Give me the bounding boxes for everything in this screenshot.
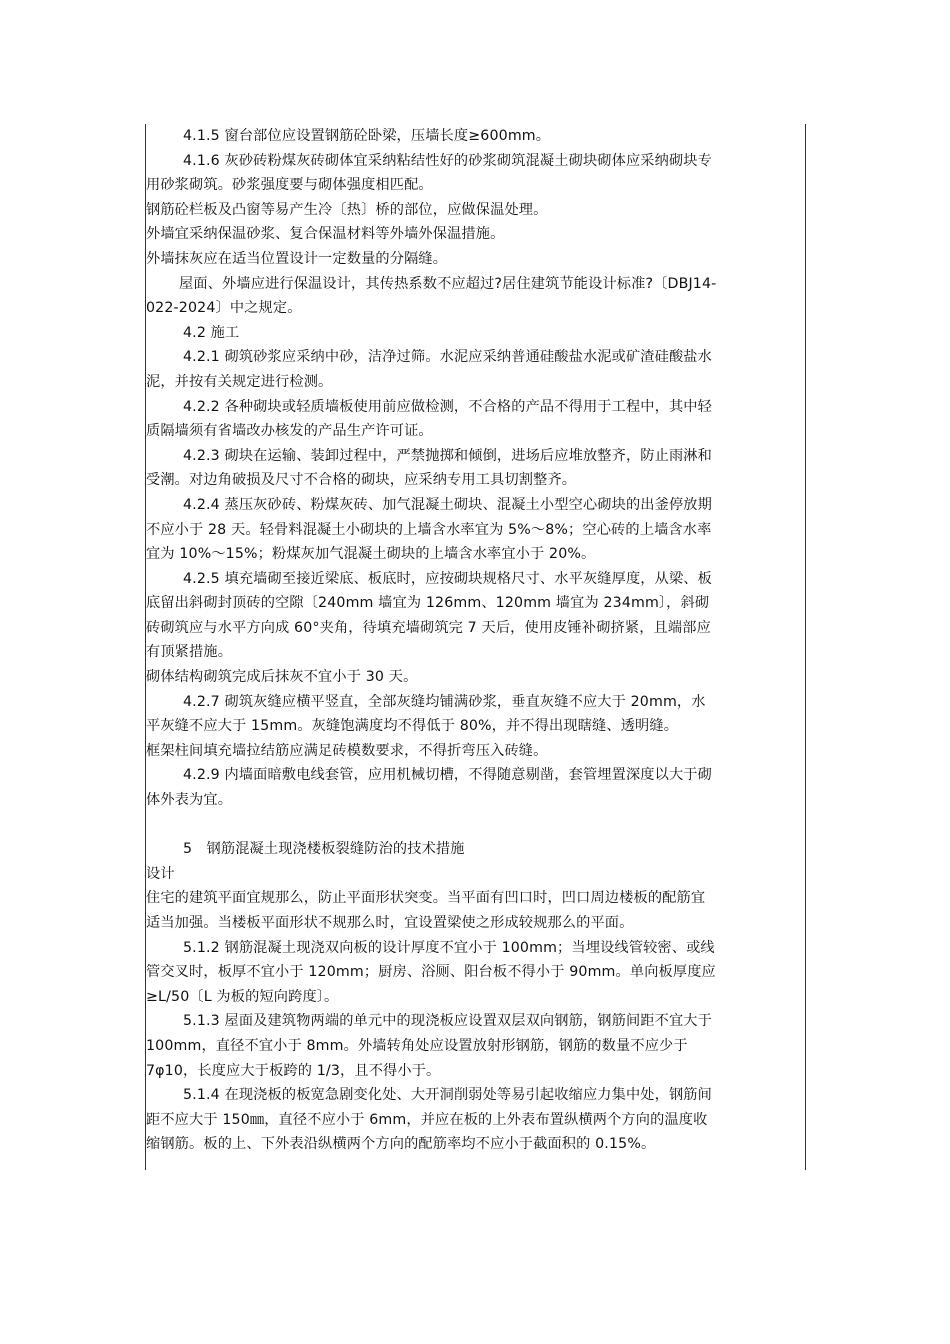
text-line: 5.1.2 钢筋混凝土现浇双向板的设计厚度不宜小于 100mm；当埋设线管较密、或线 (183, 939, 715, 956)
text-line: 7φ10，长度应大于板跨的 1/3，且不得小于。 (146, 1062, 441, 1079)
text-line: 砌体结构砌筑完成后抹灰不宜小于 30 天。 (146, 669, 418, 686)
text-line: 不应小于 28 天。轻骨料混凝土小砌块的上墙含水率宜为 5%～8%；空心砖的上墙含水率 (146, 521, 712, 538)
text-line: 体外表为宜。 (146, 792, 233, 809)
text-line: 屋面、外墙应进行保温设计，其传热系数不应超过?居住建筑节能设计标准?〔DBJ14- (179, 275, 717, 292)
text-line: ≥L/50〔L 为板的短向跨度〕。 (146, 988, 339, 1005)
text-line: 4.2.7 砌筑灰缝应横平竖直，全部灰缝均铺满砂浆，垂直灰缝不应大于 20mm，水 (183, 693, 706, 710)
text-line: 框架柱间填充墙拉结筋应满足砖模数要求，不得折弯压入砖缝。 (146, 742, 548, 759)
text-line: 4.2.3 砌块在运输、装卸过程中，严禁抛掷和倾倒，进场后应堆放整齐，防止雨淋和 (183, 447, 712, 464)
text-line: 适当加强。当楼板平面形状不规那么时，宜设置梁使之形成较规那么的平面。 (146, 915, 634, 931)
text-line: 5.1.3 屋面及建筑物两端的单元中的现浇板应设置双层双向钢筋，钢筋间距不宜大于 (183, 1013, 712, 1030)
text-line: 底留出斜砌封顶砖的空隙〔240mm 墙宜为 126mm、120mm 墙宜为 234mm〕，斜砌 (146, 595, 710, 612)
text-line: 100mm，直径不宜小于 8mm。外墙转角处应设置放射形钢筋，钢筋的数量不应少于 (146, 1037, 688, 1054)
text-line: 4.2.2 各种砌块或轻质墙板使用前应做检测，不合格的产品不得用于工程中，其中轻 (183, 398, 712, 415)
text-line: 外墙宜采纳保温砂浆、复合保温材料等外墙外保温措施。 (146, 226, 505, 243)
text-line: 平灰缝不应大于 15mm。灰缝饱满度均不得低于 80%，并不得出现瞎缝、透明缝。 (146, 718, 679, 735)
text-line: 受潮。对边角破损及尺寸不合格的砌块，应采纳专用工具切割整齐。 (146, 472, 577, 489)
text-line: 住宅的建筑平面宜规那么，防止平面形状突变。当平面有凹口时，凹口周边楼板的配筋宜 (146, 890, 706, 907)
text-line: 022-2024〕中之规定。 (146, 300, 302, 317)
text-line: 外墙抹灰应在适当位置设计一定数量的分隔缝。 (146, 250, 448, 267)
text-line: 4.2.5 填充墙砌至接近梁底、板底时，应按砌块规格尺寸、水平灰缝厚度，从梁、板 (183, 570, 712, 587)
text-line: 4.2.1 砌筑砂浆应采纳中砂，洁净过筛。水泥应采纳普通硅酸盐水泥或矿渣硅酸盐水 (183, 349, 712, 366)
text-line: 5.1.4 在现浇板的板宽急剧变化处、大开洞削弱处等易引起收缩应力集中处，钢筋间 (183, 1087, 712, 1104)
text-line (146, 813, 806, 838)
text-line: 4.1.6 灰砂砖粉煤灰砖砌体宜采纳粘结性好的砂浆砌筑混凝土砌块砌体应采纳砌块专 (183, 152, 712, 169)
text-line: 5 钢筋混凝土现浇楼板裂缝防治的技术措施 (183, 841, 465, 858)
text-line: 钢筋砼栏板及凸窗等易产生冷〔热〕桥的部位，应做保温处理。 (146, 201, 548, 218)
text-line: 质隔墙须有省墙改办核发的产品生产许可证。 (146, 423, 433, 440)
text-line: 设计 (146, 865, 175, 882)
text-line: 砖砌筑应与水平方向成 60°夹角，待填充墙砌筑完 7 天后，使用皮锤补砌挤紧，且端部应 (146, 619, 711, 636)
text-line: 管交叉时，板厚不宜小于 120mm；厨房、浴厕、阳台板不得小于 90mm。单向板厚度应 (146, 964, 716, 981)
text-line: 用砂浆砌筑。砂浆强度要与砌体强度相匹配。 (146, 177, 433, 194)
text-line: 4.1.5 窗台部位应设置钢筋砼卧梁，压墙长度≥600mm。 (183, 128, 551, 144)
text-line: 泥，并按有关规定进行检测。 (146, 373, 333, 390)
text-line: 4.2.9 内墙面暗敷电线套管，应用机械切槽，不得随意剔凿，套管埋置深度以大于砌 (183, 767, 712, 784)
text-line: 有顶紧措施。 (146, 644, 233, 661)
text-line: 缩钢筋。板的上、下外表沿纵横两个方向的配筋率均不应小于截面积的 0.15%。 (146, 1136, 656, 1153)
text-line: 距不应大于 150㎜，直径不应小于 6mm，并应在板的上外表布置纵横两个方向的温度收 (146, 1111, 708, 1128)
text-line: 4.2 施工 (183, 324, 240, 341)
text-line: 4.2.4 蒸压灰砂砖、粉煤灰砖、加气混凝土砌块、混凝土小型空心砌块的出釜停放期 (183, 496, 712, 513)
text-line: 宜为 10%～15%；粉煤灰加气混凝土砌块的上墙含水率宜小于 20%。 (146, 546, 596, 563)
document-body (146, 124, 806, 1157)
